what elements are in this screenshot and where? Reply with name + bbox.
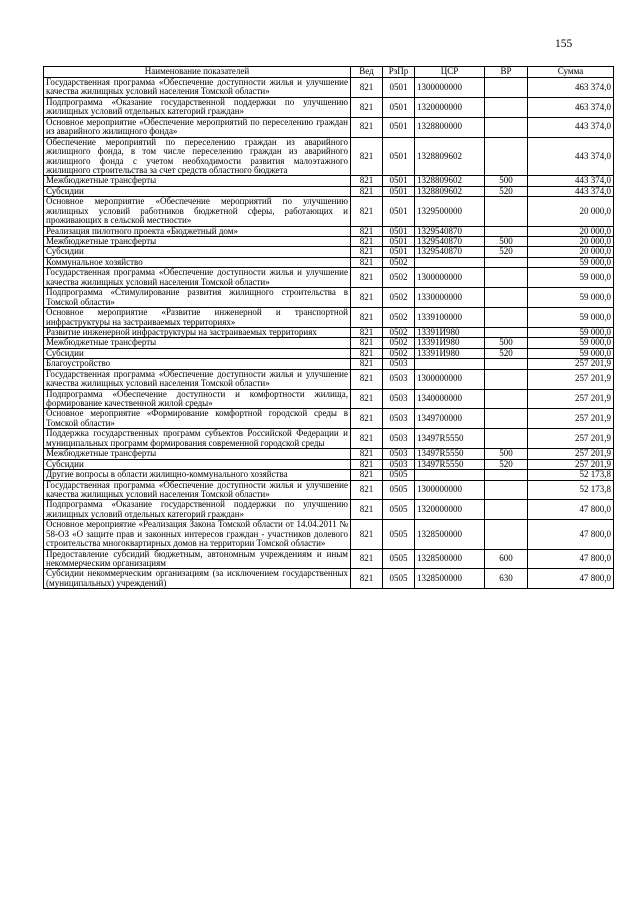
table-row — [44, 569, 614, 589]
cell-rzpr: 0502 — [383, 338, 415, 348]
cell-csr — [415, 359, 485, 369]
cell-ved: 821 — [351, 520, 383, 549]
cell-name: Государственная программа «Обеспечение доступности жилья и улучшение качества жилищных условий населения Томской области» — [44, 369, 351, 389]
cell-rzpr: 0502 — [383, 348, 415, 358]
table-row — [44, 520, 614, 549]
cell-rzpr: 0505 — [383, 500, 415, 520]
cell-csr: 1328500000 — [415, 549, 485, 569]
cell-rzpr: 0501 — [383, 78, 415, 98]
table-row — [44, 338, 614, 348]
table-row — [44, 247, 614, 257]
cell-name: Другие вопросы в области жилищно-коммунального хозяйства — [44, 470, 351, 480]
cell-name: Основное мероприятие «Обеспечение мероприятий по переселению граждан из аварийного жилищного фонда» — [44, 117, 351, 137]
cell-sum: 463 374,0 — [528, 97, 614, 117]
cell-sum: 59 000,0 — [528, 257, 614, 267]
table-row — [44, 449, 614, 459]
table-row — [44, 197, 614, 226]
cell-csr: 13497R5550 — [415, 429, 485, 449]
cell-sum: 443 374,0 — [528, 176, 614, 186]
cell-rzpr: 0505 — [383, 549, 415, 569]
cell-name: Государственная программа «Обеспечение доступности жилья и улучшение качества жилищных условий населения Томской области» — [44, 78, 351, 98]
cell-vr — [485, 480, 528, 500]
cell-vr — [485, 409, 528, 429]
table-row — [44, 429, 614, 449]
cell-csr: 1328809602 — [415, 176, 485, 186]
cell-sum: 443 374,0 — [528, 186, 614, 196]
cell-vr — [485, 389, 528, 409]
cell-rzpr: 0503 — [383, 389, 415, 409]
cell-sum: 20 000,0 — [528, 237, 614, 247]
cell-name: Основное мероприятие «Развитие инженерной и транспортной инфраструктуры на застраиваемых территориях» — [44, 308, 351, 328]
cell-csr: 1339100000 — [415, 308, 485, 328]
header-rzpr: РзПр — [383, 67, 415, 78]
cell-csr: 13391И980 — [415, 348, 485, 358]
cell-ved: 821 — [351, 459, 383, 469]
header-ved: Вед — [351, 67, 383, 78]
cell-vr — [485, 359, 528, 369]
cell-vr — [485, 327, 528, 337]
table-row — [44, 117, 614, 137]
cell-sum: 257 201,9 — [528, 459, 614, 469]
cell-csr: 1300000000 — [415, 369, 485, 389]
cell-rzpr: 0505 — [383, 470, 415, 480]
cell-sum: 47 800,0 — [528, 500, 614, 520]
cell-csr: 1300000000 — [415, 480, 485, 500]
cell-rzpr: 0503 — [383, 369, 415, 389]
cell-csr: 1329540870 — [415, 226, 485, 236]
cell-ved: 821 — [351, 449, 383, 459]
cell-ved: 821 — [351, 480, 383, 500]
cell-name: Основное мероприятие «Обеспечение мероприятий по улучшению жилищных условий работников бюджетной сферы, работающих и проживающих в сельской местности» — [44, 197, 351, 226]
cell-rzpr: 0503 — [383, 359, 415, 369]
cell-name: Коммунальное хозяйство — [44, 257, 351, 267]
cell-ved: 821 — [351, 338, 383, 348]
cell-ved: 821 — [351, 549, 383, 569]
cell-ved: 821 — [351, 327, 383, 337]
cell-vr: 500 — [485, 338, 528, 348]
cell-rzpr: 0505 — [383, 569, 415, 589]
cell-name: Подпрограмма «Стимулирование развития жилищного строительства в Томской области» — [44, 288, 351, 308]
cell-rzpr: 0502 — [383, 268, 415, 288]
table-row — [44, 470, 614, 480]
cell-sum: 463 374,0 — [528, 78, 614, 98]
cell-ved: 821 — [351, 569, 383, 589]
cell-csr: 1329540870 — [415, 237, 485, 247]
cell-ved: 821 — [351, 117, 383, 137]
table-row — [44, 369, 614, 389]
cell-csr: 1340000000 — [415, 389, 485, 409]
table-row — [44, 97, 614, 117]
cell-ved: 821 — [351, 500, 383, 520]
cell-name: Подпрограмма «Оказание государственной поддержки по улучшению жилищных условий отдельных категорий граждан» — [44, 500, 351, 520]
cell-vr — [485, 369, 528, 389]
cell-ved: 821 — [351, 237, 383, 247]
cell-sum: 59 000,0 — [528, 348, 614, 358]
cell-rzpr: 0501 — [383, 237, 415, 247]
cell-name: Межбюджетные трансферты — [44, 449, 351, 459]
cell-csr: 13391И980 — [415, 327, 485, 337]
cell-csr: 1328809602 — [415, 137, 485, 176]
cell-name: Поддержка государственных программ субъектов Российской Федерации и муниципальных программ формирования современной городской среды — [44, 429, 351, 449]
cell-csr: 1300000000 — [415, 78, 485, 98]
cell-csr: 1328500000 — [415, 569, 485, 589]
cell-csr: 1300000000 — [415, 268, 485, 288]
table-row — [44, 327, 614, 337]
cell-sum: 257 201,9 — [528, 389, 614, 409]
cell-rzpr: 0501 — [383, 186, 415, 196]
cell-csr: 1329500000 — [415, 197, 485, 226]
cell-csr: 13497R5550 — [415, 459, 485, 469]
cell-vr: 520 — [485, 348, 528, 358]
cell-sum: 47 800,0 — [528, 569, 614, 589]
cell-name: Обеспечение мероприятий по переселению граждан из аварийного жилищного фонда, в том числе переселению граждан из аварийного жилищного фонда с учетом необходимости развития малоэтажного жилищного строительства за счет средств областного бюджета — [44, 137, 351, 176]
cell-sum: 52 173,8 — [528, 470, 614, 480]
cell-sum: 20 000,0 — [528, 247, 614, 257]
cell-name: Государственная программа «Обеспечение доступности жилья и улучшение качества жилищных условий населения Томской области» — [44, 480, 351, 500]
cell-sum: 257 201,9 — [528, 429, 614, 449]
table-body — [44, 78, 614, 589]
cell-ved: 821 — [351, 137, 383, 176]
cell-ved: 821 — [351, 97, 383, 117]
table-row — [44, 268, 614, 288]
table-row — [44, 549, 614, 569]
table-row — [44, 480, 614, 500]
cell-vr: 520 — [485, 247, 528, 257]
cell-vr — [485, 78, 528, 98]
cell-name: Межбюджетные трансферты — [44, 237, 351, 247]
cell-name: Субсидии — [44, 348, 351, 358]
table-row — [44, 186, 614, 196]
cell-rzpr: 0503 — [383, 409, 415, 429]
cell-ved: 821 — [351, 359, 383, 369]
cell-rzpr: 0501 — [383, 176, 415, 186]
cell-rzpr: 0502 — [383, 327, 415, 337]
cell-csr: 1328809602 — [415, 186, 485, 196]
cell-vr — [485, 268, 528, 288]
cell-rzpr: 0505 — [383, 520, 415, 549]
cell-ved: 821 — [351, 369, 383, 389]
cell-vr — [485, 197, 528, 226]
cell-rzpr: 0503 — [383, 449, 415, 459]
header-csr: ЦСР — [415, 67, 485, 78]
cell-rzpr: 0501 — [383, 247, 415, 257]
cell-ved: 821 — [351, 348, 383, 358]
budget-table — [43, 66, 614, 589]
cell-sum: 257 201,9 — [528, 409, 614, 429]
table-row — [44, 500, 614, 520]
table-row — [44, 359, 614, 369]
header-vr: ВР — [485, 67, 528, 78]
cell-vr: 520 — [485, 459, 528, 469]
cell-name: Межбюджетные трансферты — [44, 176, 351, 186]
cell-name: Межбюджетные трансферты — [44, 338, 351, 348]
cell-name: Субсидии — [44, 459, 351, 469]
cell-sum: 47 800,0 — [528, 520, 614, 549]
cell-sum: 59 000,0 — [528, 268, 614, 288]
table-row — [44, 308, 614, 328]
cell-sum: 257 201,9 — [528, 359, 614, 369]
cell-rzpr: 0505 — [383, 480, 415, 500]
cell-sum: 52 173,8 — [528, 480, 614, 500]
page-number: 155 — [555, 38, 573, 50]
cell-sum: 257 201,9 — [528, 369, 614, 389]
cell-csr: 13497R5550 — [415, 449, 485, 459]
cell-vr — [485, 226, 528, 236]
cell-ved: 821 — [351, 226, 383, 236]
table-row — [44, 288, 614, 308]
cell-vr: 600 — [485, 549, 528, 569]
cell-ved: 821 — [351, 308, 383, 328]
header-name: Наименование показателей — [44, 67, 351, 78]
cell-sum: 47 800,0 — [528, 549, 614, 569]
table-row — [44, 459, 614, 469]
header-sum: Сумма — [528, 67, 614, 78]
cell-rzpr: 0501 — [383, 117, 415, 137]
cell-csr: 1328500000 — [415, 520, 485, 549]
cell-sum: 59 000,0 — [528, 288, 614, 308]
cell-csr — [415, 470, 485, 480]
cell-rzpr: 0503 — [383, 429, 415, 449]
cell-ved: 821 — [351, 78, 383, 98]
cell-csr: 1329540870 — [415, 247, 485, 257]
cell-ved: 821 — [351, 429, 383, 449]
cell-rzpr: 0503 — [383, 459, 415, 469]
cell-name: Основное мероприятие «Реализация Закона Томской области от 14.04.2011 № 58-ОЗ «О защите прав и законных интересов граждан - участников долевого строительства многоквартирных домов на территории Томской области» — [44, 520, 351, 549]
cell-sum: 59 000,0 — [528, 308, 614, 328]
cell-sum: 443 374,0 — [528, 137, 614, 176]
cell-name: Развитие инженерной инфраструктуры на застраиваемых территориях — [44, 327, 351, 337]
cell-name: Государственная программа «Обеспечение доступности жилья и улучшение качества жилищных условий населения Томской области» — [44, 268, 351, 288]
cell-vr — [485, 429, 528, 449]
cell-name: Подпрограмма «Оказание государственной поддержки по улучшению жилищных условий отдельных категорий граждан» — [44, 97, 351, 117]
table-header-row — [44, 67, 614, 78]
cell-vr — [485, 520, 528, 549]
cell-ved: 821 — [351, 197, 383, 226]
cell-ved: 821 — [351, 176, 383, 186]
cell-sum: 20 000,0 — [528, 197, 614, 226]
cell-csr: 1330000000 — [415, 288, 485, 308]
cell-ved: 821 — [351, 288, 383, 308]
cell-vr — [485, 288, 528, 308]
cell-rzpr: 0501 — [383, 137, 415, 176]
cell-rzpr: 0502 — [383, 288, 415, 308]
cell-vr: 500 — [485, 237, 528, 247]
cell-vr — [485, 500, 528, 520]
cell-ved: 821 — [351, 186, 383, 196]
cell-rzpr: 0501 — [383, 97, 415, 117]
cell-csr: 1320000000 — [415, 500, 485, 520]
cell-name: Предоставление субсидий бюджетным, автономным учреждениям и иным некоммерческим организациям — [44, 549, 351, 569]
cell-vr — [485, 257, 528, 267]
cell-csr: 1328800000 — [415, 117, 485, 137]
cell-sum: 59 000,0 — [528, 327, 614, 337]
cell-csr: 1349700000 — [415, 409, 485, 429]
cell-csr: 13391И980 — [415, 338, 485, 348]
cell-name: Основное мероприятие «Формирование комфортной городской среды в Томской области» — [44, 409, 351, 429]
cell-rzpr: 0502 — [383, 308, 415, 328]
cell-ved: 821 — [351, 257, 383, 267]
cell-rzpr: 0501 — [383, 226, 415, 236]
cell-vr: 500 — [485, 176, 528, 186]
cell-vr: 500 — [485, 449, 528, 459]
cell-vr: 630 — [485, 569, 528, 589]
cell-ved: 821 — [351, 470, 383, 480]
table-row — [44, 226, 614, 236]
cell-name: Субсидии некоммерческим организациям (за исключением государственных (муниципальных) учреждений) — [44, 569, 351, 589]
table-row — [44, 409, 614, 429]
cell-sum: 59 000,0 — [528, 338, 614, 348]
cell-name: Субсидии — [44, 247, 351, 257]
table-row — [44, 257, 614, 267]
cell-ved: 821 — [351, 268, 383, 288]
cell-sum: 20 000,0 — [528, 226, 614, 236]
table-row — [44, 176, 614, 186]
cell-rzpr: 0502 — [383, 257, 415, 267]
cell-vr: 520 — [485, 186, 528, 196]
cell-csr: 1320000000 — [415, 97, 485, 117]
table-row — [44, 389, 614, 409]
cell-name: Благоустройство — [44, 359, 351, 369]
cell-ved: 821 — [351, 389, 383, 409]
table-row — [44, 237, 614, 247]
cell-ved: 821 — [351, 409, 383, 429]
cell-sum: 257 201,9 — [528, 449, 614, 459]
cell-rzpr: 0501 — [383, 197, 415, 226]
table-row — [44, 137, 614, 176]
cell-vr — [485, 470, 528, 480]
cell-sum: 443 374,0 — [528, 117, 614, 137]
cell-name: Субсидии — [44, 186, 351, 196]
table-row — [44, 78, 614, 98]
cell-csr — [415, 257, 485, 267]
cell-vr — [485, 117, 528, 137]
cell-ved: 821 — [351, 247, 383, 257]
table-row — [44, 348, 614, 358]
cell-vr — [485, 308, 528, 328]
cell-vr — [485, 137, 528, 176]
cell-vr — [485, 97, 528, 117]
cell-name: Реализация пилотного проекта «Бюджетный дом» — [44, 226, 351, 236]
cell-name: Подпрограмма «Обеспечение доступности и комфортности жилища, формирование качественной жилой среды» — [44, 389, 351, 409]
